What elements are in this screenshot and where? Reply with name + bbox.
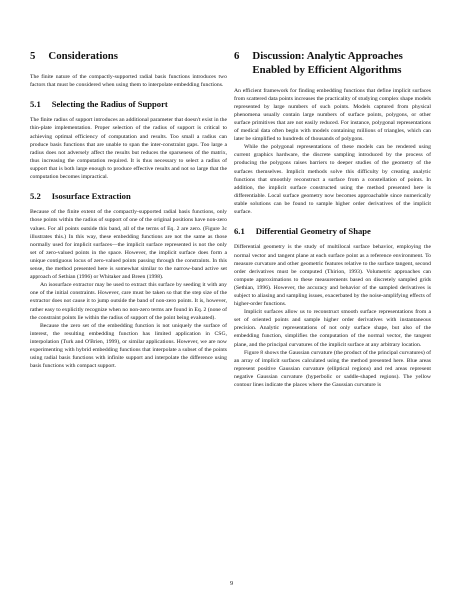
section-5-2-heading xyxy=(30,191,227,201)
section-5-2-paragraph: An isosurface extractor may be used to extract this surface by seeding it with any one of the initial constraints. However, care must be taken so that the step size of the extractor does not cause it to jump outside the band of non-zero points. It is, however, rather easy to explicitly recognize when no non-zero terms are found in Eq. 2 (none of the constraint points lie within the radius of support of the point being evaluated). xyxy=(30,282,227,321)
section-number: 5.2 xyxy=(30,191,41,202)
page-number: 9 xyxy=(229,580,234,587)
section-title: Considerations xyxy=(48,50,118,62)
right-column xyxy=(234,50,431,389)
section-6-1-paragraph: Differential geometry is the study of multilocal surface behavior, employing the normal vector and tangent plane at each surface point as a reference environment. To measure curvature and other geometric features relative to the surface tangent, second order derivatives must be computed (Thirion, 1993). Volumetric approaches can compute approximations to these measurements based on discretely sampled grids (Sethian, 1996). However, the accuracy and behavior of the sampled derivatives is subject to aliasing and sampling issues, exacerbated by the noise-amplifying effects of higher-order functions. xyxy=(234,244,431,308)
section-6-paragraph: While the polygonal representations of these models can be rendered using current graphics hardware, the discrete sampling introduced by the process of producing the polygons raises barriers to deeper studies of the geometry of the surfaces themselves. Implicit methods solve this difficulty by creating analytic functions that smoothly reconstruct a surface from a constellation of points. In addition, the implicit surface constructed using the method presented here is differentiable. Local surface geometry now becomes approachable since numerically stable solutions can be found to sample higher order derivatives of the implicit surface. xyxy=(234,144,431,216)
section-5-1-heading xyxy=(30,99,227,109)
section-6-paragraph: An efficient framework for finding embedding functions that define implicit surfaces from scattered data points increases the practicality of studying complex shape models represented by large numbers of such points. Models captured from physical phenomena usually contain large numbers of surface points, polygons, or other surface primitives that are not easily reduced. For instance, polygonal representations of medical data often begin with models containing millions of triangles, which can later be simplified to hundreds of thousands of polygons. xyxy=(234,87,431,143)
section-5-paragraph: The finite nature of the compactly-supported radial basis functions introduces two factors that must be considered when using them to interpolate embedding functions. xyxy=(30,73,227,88)
section-5-heading xyxy=(30,50,227,64)
section-6-1-paragraph: Implicit surfaces allow us to reconstruct smooth surface representations from a set of oriented points and sample higher order derivatives with instantaneous precision. Analytic representations of not only surface shape, but also of the embedding function, simplifies the computation of the normal vector, the tangent plane, and the principal curvatures of the implicit surface at any arbitrary location. xyxy=(234,309,431,348)
section-number: 5 xyxy=(30,50,36,62)
section-title: Differential Geometry of Shape xyxy=(255,226,371,237)
section-5-2-paragraph: Because the zero set of the embedding function is not uniquely the surface of interest, the resulting embedding function has limited application in CSG, interpolation (Turk and O'Brien, 1999), or similar applications. However, we are now experimenting with hybrid embedding functions that interpolate a subset of the points using radial basis functions with infinite support and interpolate the difference using basis functions with compact support. xyxy=(30,322,227,370)
section-title: Selecting the Radius of Support xyxy=(51,99,168,109)
section-5-2-paragraph: Because of the finite extent of the compactly-supported radial basis functions, only those points within the radius of support of one of the original positions have non-zero values. For all points outside this band, all of the terms of Eq. 2 are zero. (Figure 3c illustrates this.) In this way, these embedding functions are not the same as those normally used for implicit surfaces—the implicit surface represented is not the only set of zero-valued points in the space. However, the implicit surface does form a unique contiguous locus of zero-valued points passing through the constraints. In this sense, the method presented here is somewhat similar to the narrow-band active set approach of Sethian (1996) or Whitaker and Breen (1998). xyxy=(30,209,227,281)
section-6-1-paragraph: Figure 8 shows the Gaussian curvature (the product of the principal curvatures) of an array of implicit surfaces calculated using the method presented here. Blue areas represent positive Gaussian curvature (elliptical regions) and red areas represent negative Gaussian curvature (hyperbolic or saddle-shaped regions). The yellow contour lines indicate the places where the Gaussian curvature is xyxy=(234,349,431,389)
section-number: 5.1 xyxy=(30,99,41,109)
section-number: 6 xyxy=(234,50,240,62)
section-number: 6.1 xyxy=(234,226,245,237)
section-5-1-paragraph: The finite radius of support introduces an additional parameter that doesn't exist in the thin-plate implementation. Proper selection of the radius of support is critical to achieving optimal efficiency of computation and results. Too small a radius can produce basis functions that are unable to span the inter-constraint gaps. Too large a radius does not adversely affect the results but reduces the sparseness of the matrix, thus increasing the computation required. It is thus necessary to select a radius of support that is both large enough to produce effective results and not so large that the computation becomes impractical. xyxy=(30,117,227,180)
section-6-heading xyxy=(234,50,431,78)
section-title: Isosurface Extraction xyxy=(51,191,131,202)
section-title: Discussion: Analytic Approaches Enabled by Efficient Algorithms xyxy=(252,50,403,76)
left-column xyxy=(30,50,227,370)
section-6-1-heading xyxy=(234,226,431,236)
